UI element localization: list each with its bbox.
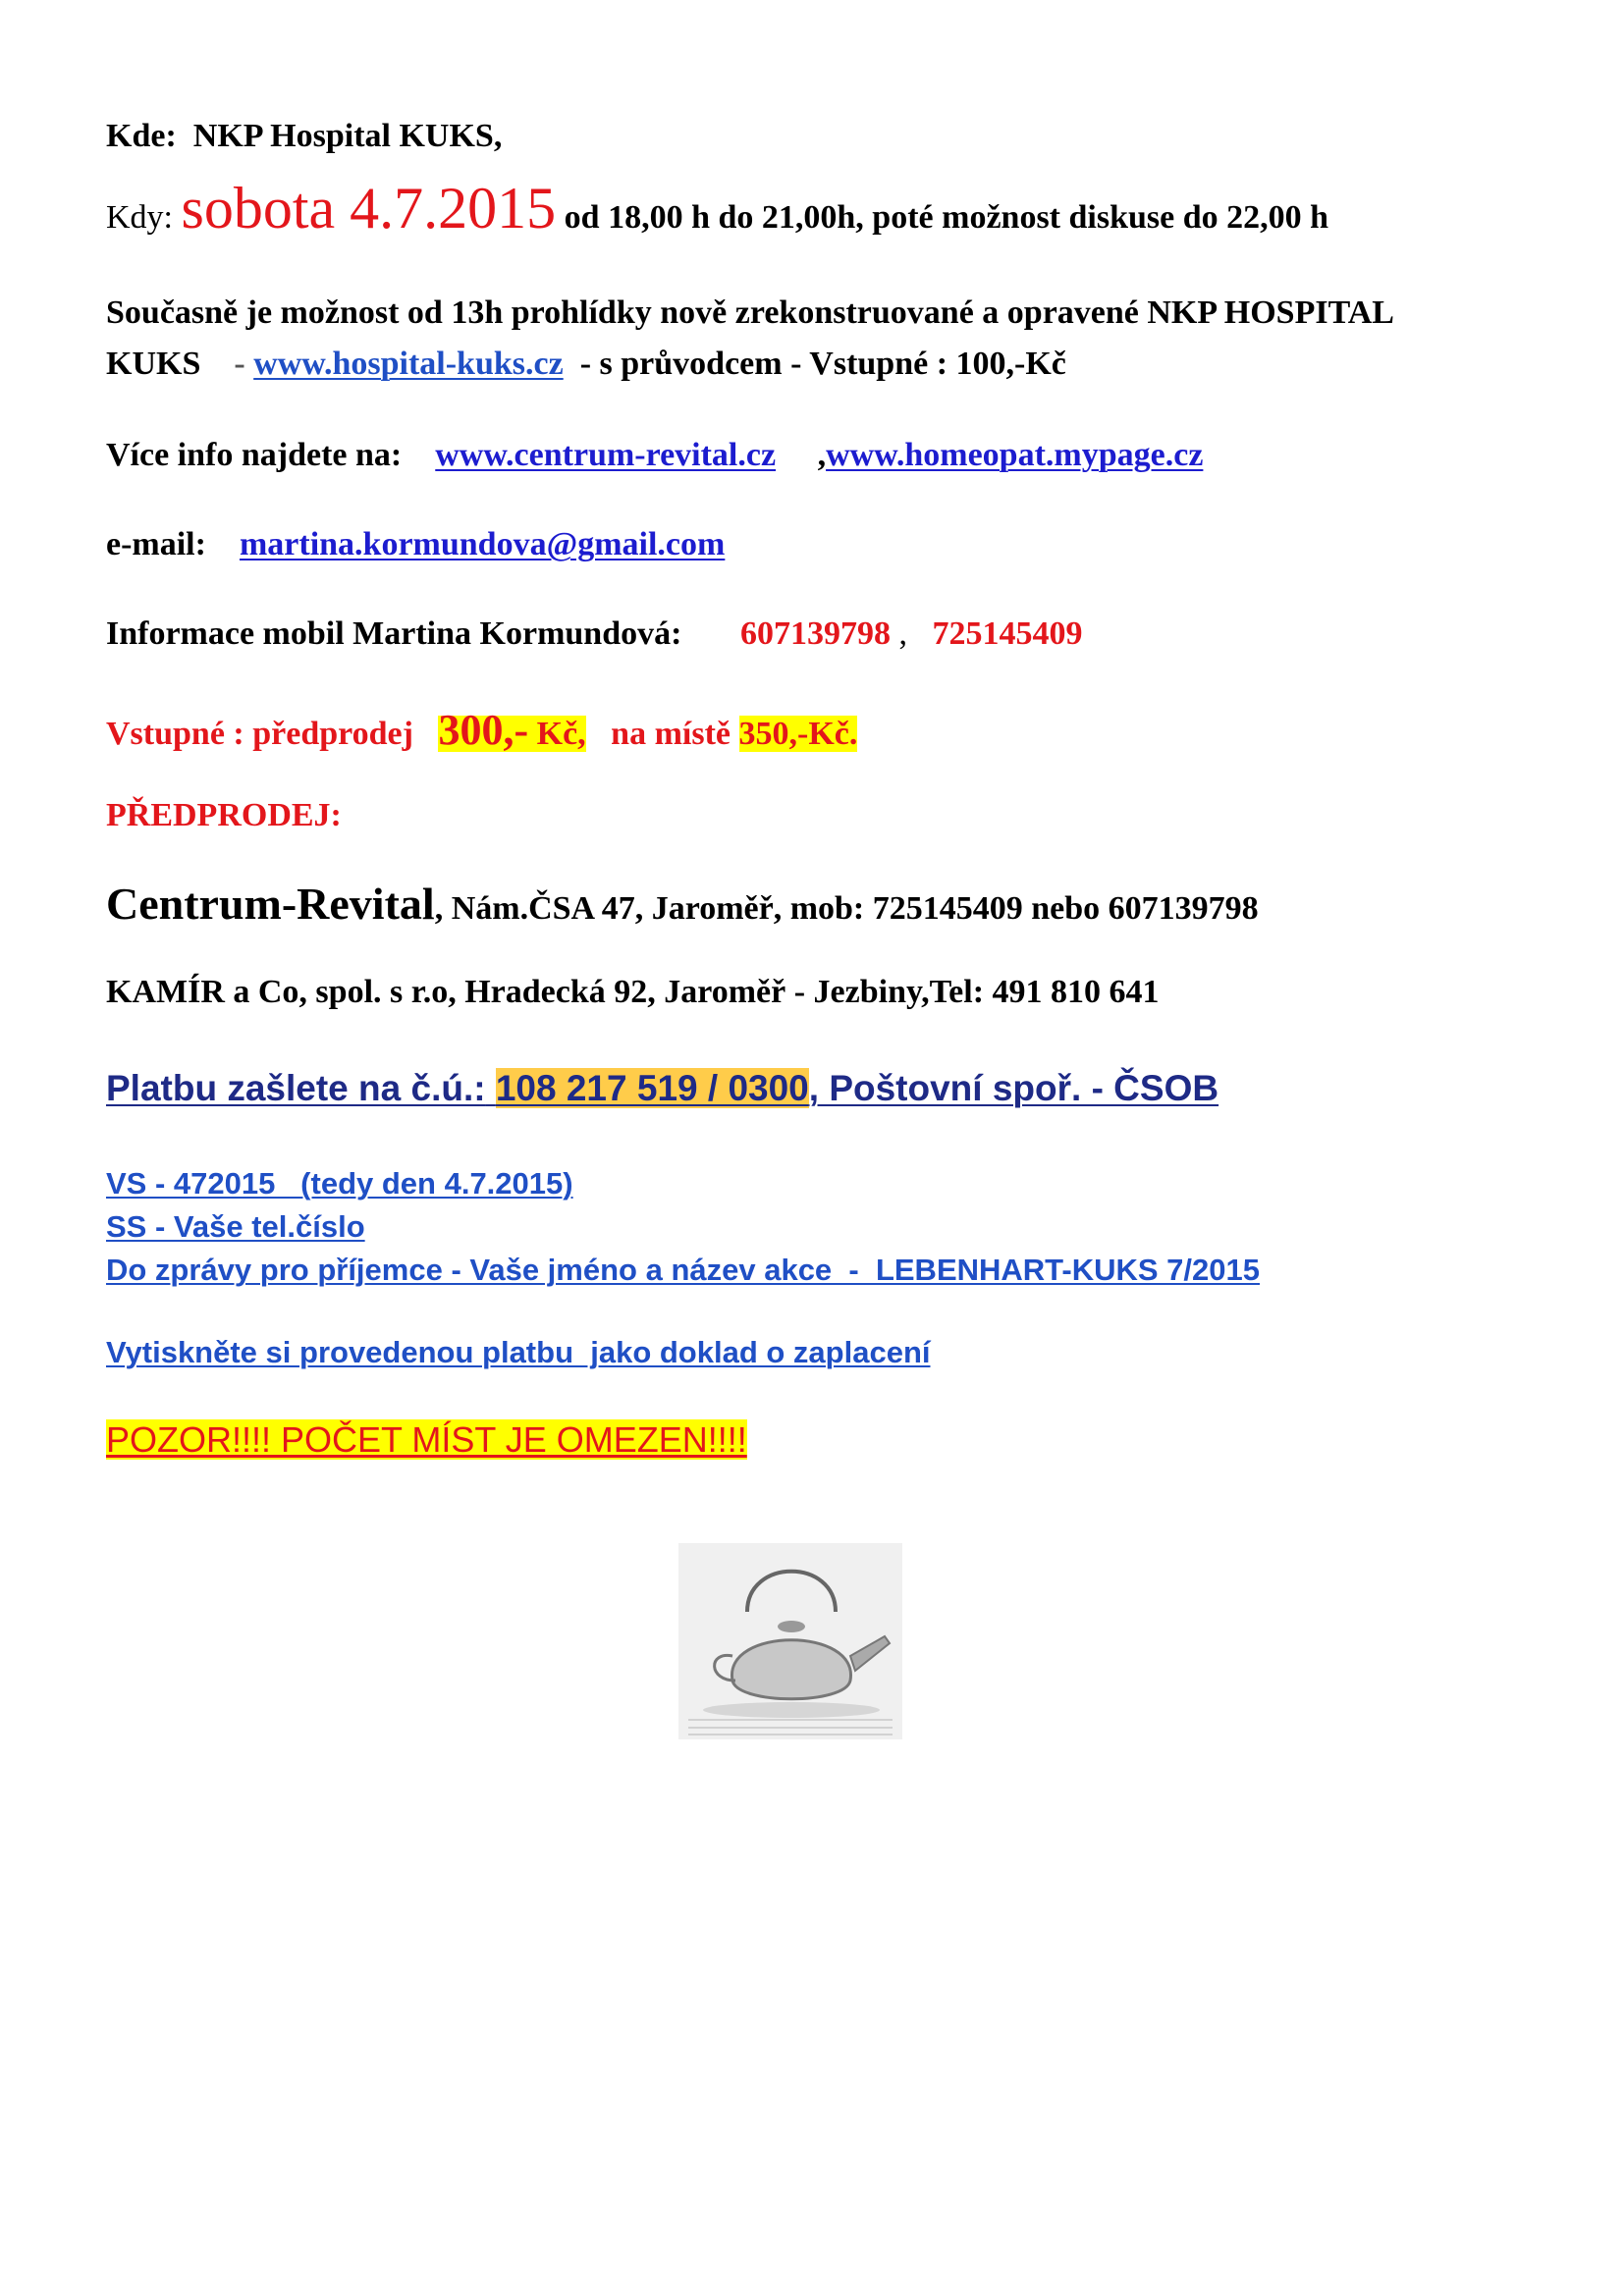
email-link[interactable]: martina.kormundova@gmail.com	[239, 526, 726, 562]
info-sep: ,	[817, 437, 827, 473]
payment-label: Platbu zašlete na č.ú.:	[106, 1068, 486, 1108]
info-label: Více info najdete na:	[106, 437, 403, 473]
email-label: e-mail:	[106, 526, 206, 562]
mobile-label: Informace mobil Martina Kormundová:	[106, 615, 682, 652]
tour-line-1	[106, 294, 1394, 332]
tour-dash: -	[234, 346, 245, 382]
location-value: NKP Hospital KUKS,	[192, 118, 503, 154]
vs-line: VS - 472015 (tedy den 4.7.2015)	[106, 1166, 573, 1201]
outlet-2-details: , Hradecká 92, Jaroměř - Jezbiny,Tel: 491 810 641	[448, 974, 1160, 1010]
price-label: Vstupné : předprodej	[106, 716, 413, 752]
print-note: Vytiskněte si provedenou platbu jako doklad o zaplacení	[106, 1335, 931, 1369]
outlet-1-details: , Nám.ČSA 47, Jaroměř, mob: 725145409 nebo 607139798	[434, 890, 1259, 927]
presale-amount: 300,-	[438, 706, 529, 754]
mobile-line	[106, 615, 1082, 653]
message-line: Do zprávy pro příjemce - Vaše jméno a název akce - LEBENHART-KUKS 7/2015	[106, 1253, 1260, 1287]
account-number: 108 217 519 / 0300	[495, 1068, 809, 1108]
hospital-link[interactable]: www.hospital-kuks.cz	[253, 346, 564, 382]
outlet-2	[106, 974, 1160, 1011]
revital-link[interactable]: www.centrum-revital.cz	[435, 437, 777, 473]
teapot-svg	[678, 1543, 902, 1739]
price-line	[106, 705, 857, 755]
event-time: od 18,00 h do 21,00h, poté možnost diskuse do 22,00 h	[564, 199, 1329, 236]
warning-text: POZOR!!!! POČET MÍST JE OMEZEN!!!!	[106, 1419, 747, 1460]
location-line	[106, 118, 502, 155]
presale-price	[438, 706, 586, 754]
tour-text: Současně je možnost od 13h prohlídky nově zrekonstruované a opravené NKP HOSPITAL	[106, 294, 1394, 331]
bank-name: , Poštovní spoř. - ČSOB	[808, 1068, 1219, 1108]
event-date: sobota 4.7.2015	[181, 176, 557, 240]
phone-1: 607139798	[739, 615, 891, 652]
onsite-label: na místě	[611, 716, 731, 752]
homeopat-link[interactable]: www.homeopat.mypage.cz	[826, 437, 1204, 473]
presale-heading: PŘEDPRODEJ:	[106, 797, 342, 833]
email-line	[106, 526, 725, 563]
phone-sep: ,	[898, 615, 907, 652]
onsite-price: 350,-Kč.	[738, 716, 858, 752]
info-line	[106, 437, 1203, 474]
outlet-1	[106, 878, 1259, 930]
tour-line-2	[106, 346, 1066, 383]
payment-line	[106, 1068, 1218, 1109]
ss-line: SS - Vaše tel.číslo	[106, 1209, 365, 1244]
phone-2: 725145409	[932, 615, 1083, 652]
date-label: Kdy:	[106, 199, 173, 236]
location-label: Kde:	[106, 118, 177, 154]
presale-currency: Kč,	[536, 716, 586, 752]
tour-rest: - s průvodcem - Vstupné : 100,-Kč	[579, 346, 1066, 382]
tour-kuks: KUKS	[106, 346, 201, 382]
outlet-1-name: Centrum-Revital	[106, 879, 435, 929]
date-line	[106, 175, 1328, 242]
outlet-2-name: KAMÍR a Co, spol. s r.o	[106, 974, 449, 1010]
teapot-illustration-icon	[678, 1543, 902, 1739]
warning	[106, 1419, 747, 1461]
